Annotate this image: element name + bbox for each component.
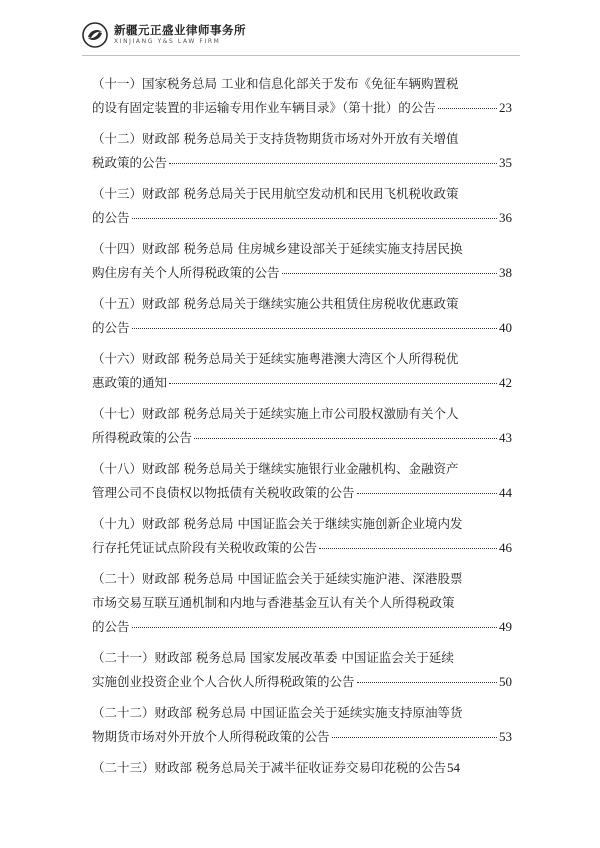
toc-entry[interactable] (92, 347, 512, 395)
toc-entry-title-line2: 的公告 (92, 320, 130, 335)
toc-page-number: 54 (446, 760, 460, 775)
toc-entry-title-line1: （十四）财政部 税务总局 住房城乡建设部关于延续实施支持居民换 (92, 241, 463, 256)
firm-name-cn: 新疆元正盛业律师事务所 (114, 23, 246, 38)
toc-page-number: 50 (499, 674, 512, 689)
toc-entry-title-line2: 所得税政策的公告 (92, 430, 193, 445)
toc-page-number: 38 (499, 265, 512, 280)
dot-leader (169, 383, 497, 384)
toc-entry-title-line2: 购住房有关个人所得税政策的公告 (92, 265, 280, 280)
toc-entry[interactable] (92, 512, 512, 560)
toc-entry[interactable] (92, 457, 512, 505)
toc-entry-title-line2: 的设有固定装置的非运输专用作业车辆目录》（第十批）的公告 (92, 100, 436, 115)
toc-entry-title-line1: （二十）财政部 税务总局 中国证监会关于延续实施沪港、深港股票 (92, 571, 463, 586)
toc-entry-title-line1: （二十二）财政部 税务总局 中国证监会关于延续实施支持原油等货 (92, 705, 463, 720)
toc-entry-title-line1: （十三）财政部 税务总局关于民用航空发动机和民用飞机税收政策 (92, 186, 459, 201)
toc-entry[interactable] (92, 646, 512, 694)
dot-leader (319, 548, 497, 549)
dot-leader (194, 438, 497, 439)
toc-page-number: 46 (499, 540, 512, 555)
toc-entry-title-line1: （十六）财政部 税务总局关于延续实施粤港澳大湾区个人所得税优 (92, 351, 459, 366)
page-header (82, 20, 522, 50)
dot-leader (132, 218, 497, 219)
toc-entry-title-line2: 管理公司不良债权以物抵债有关税收政策的公告 (92, 485, 355, 500)
toc-entry-title-line1: （十八）财政部 税务总局关于继续实施银行业金融机构、金融资产 (92, 461, 459, 476)
toc-page-number: 43 (499, 430, 512, 445)
toc-page-number: 53 (499, 729, 512, 744)
toc-entry[interactable] (92, 567, 512, 639)
dot-leader (357, 682, 497, 683)
toc-entry-title-line2: 行存托凭证试点阶段有关税收政策的公告 (92, 540, 318, 555)
toc-entry-title-line1: （十一）国家税务总局 工业和信息化部关于发布《免征车辆购置税 (92, 76, 459, 91)
toc-page-number: 35 (499, 155, 512, 170)
toc-entry-title-line1: （十五）财政部 税务总局关于继续实施公共租赁住房税收优惠政策 (92, 296, 459, 311)
toc-entry[interactable] (92, 756, 512, 780)
toc-entry-title-line2: 实施创业投资企业个人合伙人所得税政策的公告 (92, 674, 355, 689)
toc-entry[interactable] (92, 237, 512, 285)
toc-entry-title-line1: （二十一）财政部 税务总局 国家发展改革委 中国证监会关于延续 (92, 650, 454, 665)
toc-entry[interactable] (92, 701, 512, 749)
toc-entry-title-line2: 税政策的公告 (92, 155, 168, 170)
header-divider (82, 55, 520, 56)
dot-leader (132, 328, 497, 329)
toc-entry-title-line1b: 市场交易互联互通机制和内地与香港基金互认有关个人所得税政策 (92, 595, 455, 610)
toc-entry[interactable] (92, 127, 512, 175)
toc-entry-title: （二十三）财政部 税务总局关于减半征收证券交易印花税的公告 (92, 760, 446, 775)
toc-page-number: 36 (499, 210, 512, 225)
toc-entry-title-line2: 惠政策的通知 (92, 375, 168, 390)
toc-entry[interactable] (92, 292, 512, 340)
dot-leader (357, 493, 497, 494)
dot-leader (132, 627, 497, 628)
toc-entry-title-line1: （十二）财政部 税务总局关于支持货物期货市场对外开放有关增值 (92, 131, 459, 146)
toc-entry-title-line1: （十七）财政部 税务总局关于延续实施上市公司股权激励有关个人 (92, 406, 459, 421)
table-of-contents (92, 72, 512, 787)
dot-leader (438, 108, 497, 109)
toc-entry[interactable] (92, 402, 512, 450)
toc-page-number: 23 (499, 100, 512, 115)
toc-page-number: 49 (499, 619, 512, 634)
dot-leader (169, 163, 497, 164)
toc-page-number: 40 (499, 320, 512, 335)
toc-entry[interactable] (92, 72, 512, 120)
dot-leader (282, 273, 497, 274)
toc-entry[interactable] (92, 182, 512, 230)
firm-name-en: XINJIANG Y&S LAW FIRM (114, 37, 221, 45)
toc-entry-title-line2: 的公告 (92, 619, 130, 634)
firm-logo-icon (82, 22, 108, 48)
toc-page-number: 42 (499, 375, 512, 390)
toc-entry-title-line2: 的公告 (92, 210, 130, 225)
toc-entry-title-line1: （十九）财政部 税务总局 中国证监会关于继续实施创新企业境内发 (92, 516, 463, 531)
dot-leader (332, 737, 497, 738)
toc-entry-title-line2: 物期货市场对外开放个人所得税政策的公告 (92, 729, 330, 744)
toc-page-number: 44 (499, 485, 512, 500)
